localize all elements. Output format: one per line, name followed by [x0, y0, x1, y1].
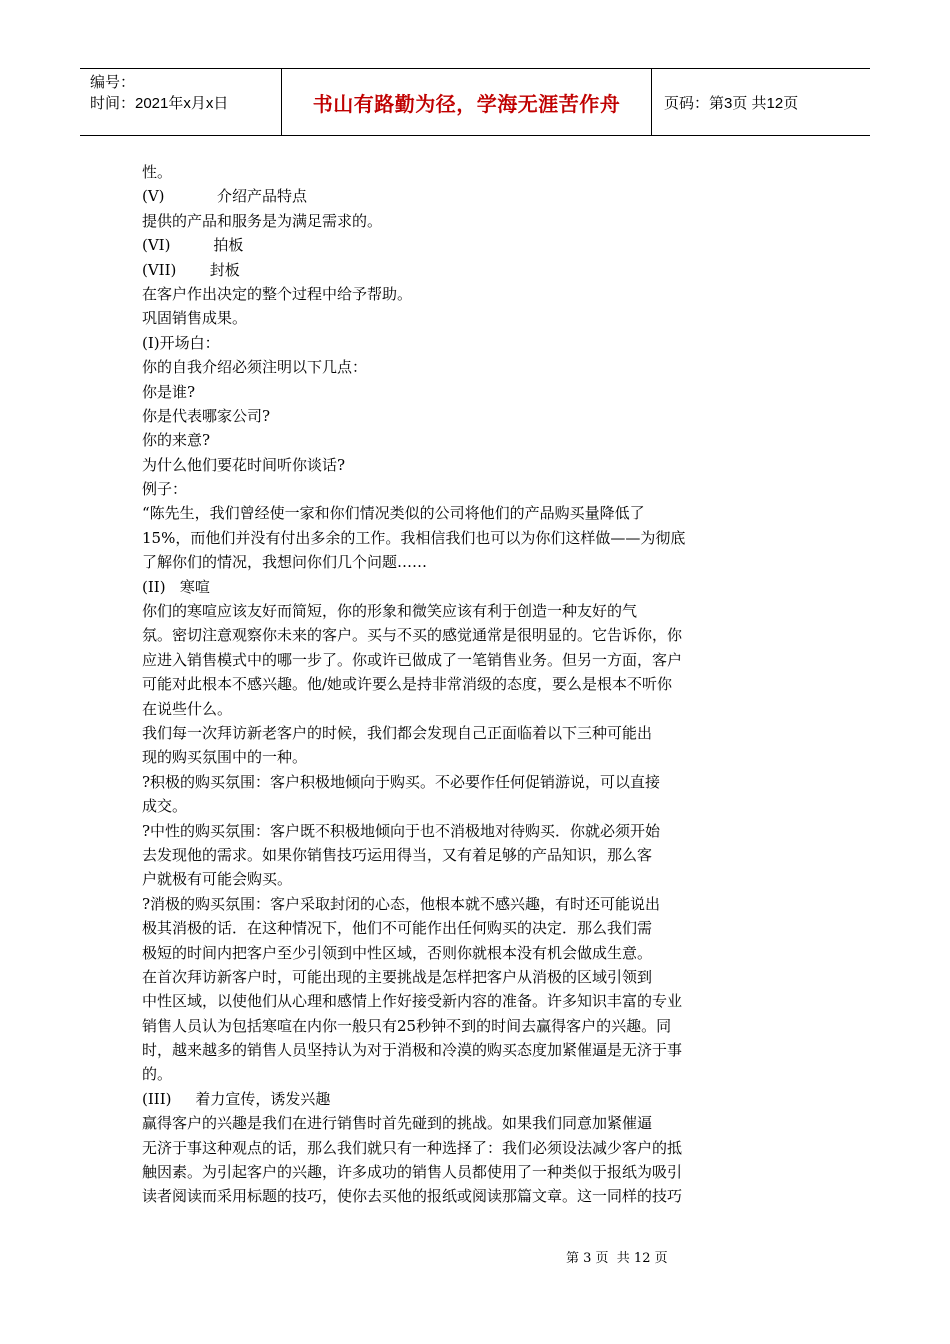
text-line: (II) 寒喧 — [142, 577, 210, 596]
text-line: 你的来意? — [142, 431, 211, 450]
header-motto: 书山有路勤为径，学海无涯苦作舟 — [312, 91, 621, 116]
header-page-cell — [652, 69, 870, 135]
page-footer: 第 3 页 共 12 页 — [566, 1251, 668, 1266]
document-date: 时间：2021年x月x日 — [90, 95, 229, 112]
text-line: ?中性的购买氛围：客户既不积极地倾向于也不消极地对待购买．你就必须开始 — [142, 821, 661, 840]
text-line: 了解你们的情况，我想问你们几个问题…… — [142, 553, 428, 572]
text-line: 可能对此根本不感兴趣。他/她或许要么是持非常消级的态度，要么是根本不听你 — [142, 675, 673, 694]
text-line: 极其消极的话．在这种情况下，他们不可能作出任何购买的决定．那么我们需 — [142, 919, 653, 938]
document-number-label: 编号： — [90, 74, 136, 91]
text-line: (III) 着力宣传，诱发兴趣 — [142, 1089, 331, 1108]
text-line: 我们每一次拜访新老客户的时候，我们都会发现自己正面临着以下三种可能出 — [142, 723, 653, 742]
text-line: (VI) 拍板 — [142, 236, 244, 255]
text-line: 例子： — [142, 480, 188, 499]
page-header — [80, 68, 870, 136]
text-line: 你的自我介绍必须注明以下几点： — [142, 358, 368, 377]
text-line: 你是谁? — [142, 382, 196, 401]
text-line: ?积极的购买氛围：客户积极地倾向于购买。不必要作任何促销游说，可以直接 — [142, 772, 661, 791]
document-body — [142, 160, 747, 1209]
text-line: 成交。 — [142, 797, 188, 816]
text-line: 中性区域，以使他们从心理和感情上作好接受新内容的准备。许多知识丰富的专业 — [142, 992, 683, 1011]
text-line: 极短的时间内把客户至少引领到中性区域，否则你就根本没有机会做成生意。 — [142, 943, 653, 962]
text-line: 应进入销售模式中的哪一步了。你或许已做成了一笔销售业务。但另一方面，客户 — [142, 650, 683, 669]
text-line: 你是代表哪家公司? — [142, 406, 271, 425]
text-line: 你们的寒喧应该友好而简短，你的形象和微笑应该有利于创造一种友好的气 — [142, 602, 638, 621]
text-line: 15%，而他们并没有付出多余的工作。我相信我们也可以为你们这样做——为彻底 — [142, 528, 686, 547]
text-line: 巩固销售成果。 — [142, 309, 248, 328]
text-line: 读者阅读而采用标题的技巧，使你去买他的报纸或阅读那篇文章。这一同样的技巧 — [142, 1187, 683, 1206]
text-line: 时，越来越多的销售人员坚持认为对于消极和冷漠的购买态度加紧催逼是无济于事 — [142, 1041, 683, 1060]
text-line: 触因素。为引起客户的兴趣，许多成功的销售人员都使用了一种类似于报纸为吸引 — [142, 1163, 683, 1182]
text-line: (VII) 封板 — [142, 260, 240, 279]
text-line: ?消极的购买氛围：客户采取封闭的心态，他根本就不感兴趣，有时还可能说出 — [142, 894, 661, 913]
text-line: 在客户作出决定的整个过程中给予帮助。 — [142, 284, 413, 303]
text-line: (I)开场白： — [142, 333, 220, 352]
text-line: 户就极有可能会购买。 — [142, 870, 293, 889]
text-line: 在说些什么。 — [142, 699, 233, 718]
text-line: 提供的产品和服务是为满足需求的。 — [142, 211, 383, 230]
text-line: 无济于事这种观点的话，那么我们就只有一种选择了：我们必须设法减少客户的抵 — [142, 1138, 683, 1157]
text-line: (V) 介绍产品特点 — [142, 187, 307, 206]
header-page-info: 页码：第3页 共12页 — [664, 94, 799, 112]
header-motto-cell — [282, 69, 652, 135]
text-line: 性。 — [142, 163, 173, 181]
text-line: “陈先生，我们曾经使一家和你们情况类似的公司将他们的产品购买量降低了 — [142, 504, 645, 523]
header-meta-cell — [80, 69, 282, 135]
text-line: 氛。密切注意观察你未来的客户。买与不买的感觉通常是很明显的。它告诉你，你 — [142, 626, 683, 645]
text-line: 为什么他们要花时间听你谈话? — [142, 455, 346, 474]
text-line: 现的购买氛围中的一种。 — [142, 748, 308, 767]
text-line: 去发现他的需求。如果你销售技巧运用得当，又有着足够的产品知识，那么客 — [142, 845, 653, 864]
text-line: 在首次拜访新客户时，可能出现的主要挑战是怎样把客户从消极的区域引领到 — [142, 967, 653, 986]
text-line: 销售人员认为包括寒喧在内你一般只有25秒钟不到的时间去赢得客户的兴趣。同 — [142, 1016, 672, 1035]
text-line: 赢得客户的兴趣是我们在进行销售时首先碰到的挑战。如果我们同意加紧催逼 — [142, 1114, 653, 1133]
text-line: 的。 — [142, 1065, 173, 1084]
